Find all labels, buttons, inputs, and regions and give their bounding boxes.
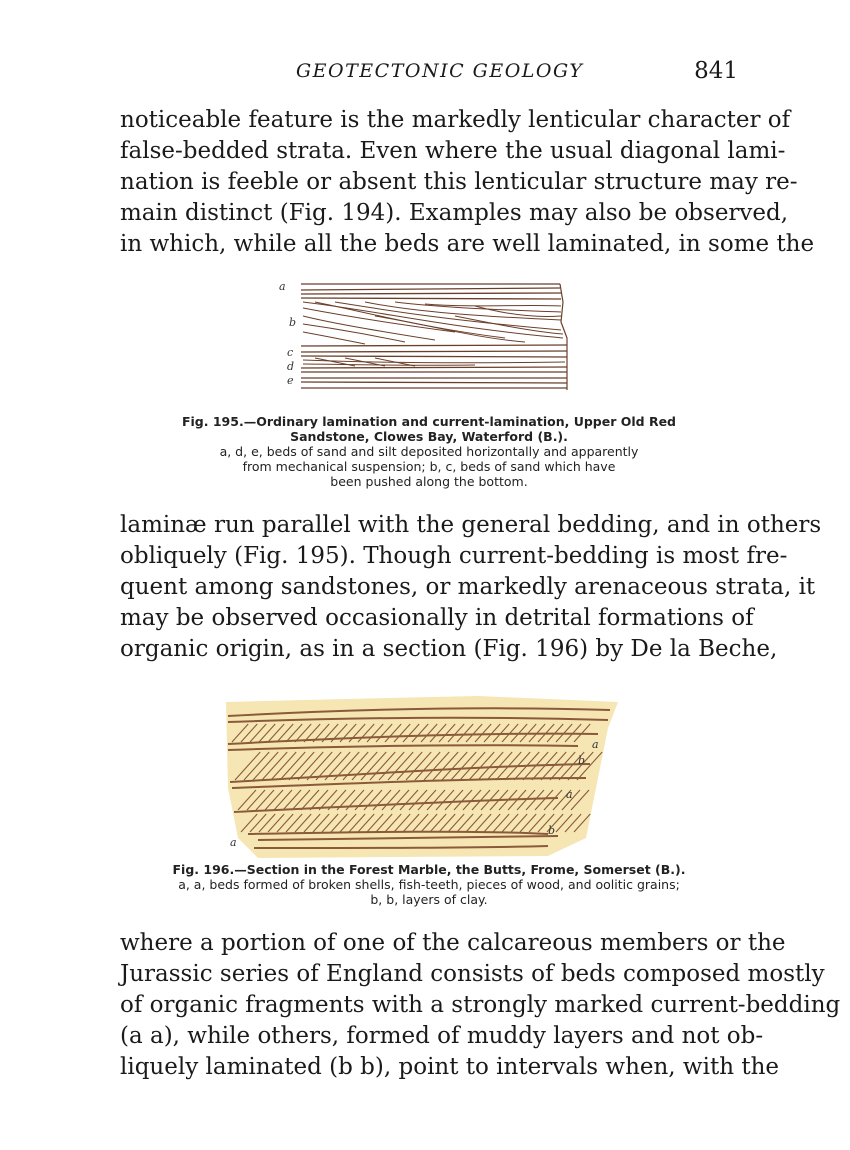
text-line: false-bedded strata. Even where the usual diagonal lami- — [120, 138, 786, 164]
figure-195-caption — [120, 414, 738, 489]
caption-line: from mechanical suspension; b, c, beds of sand which have — [242, 459, 616, 474]
text-line: laminæ run parallel with the general bedding, and in others — [120, 512, 822, 538]
caption-line: b, b, layers of clay. — [370, 892, 488, 907]
figure-195-label-a: a — [279, 280, 286, 293]
figure-196-illustration — [218, 688, 618, 860]
text-line: noticeable feature is the markedly lenticular character of — [120, 107, 791, 133]
text-line: nation is feeble or absent this lenticular structure may re- — [120, 169, 798, 195]
figure-196-label-a-lower: a — [230, 836, 237, 849]
text-line: in which, while all the beds are well laminated, in some the — [120, 231, 815, 257]
running-head — [120, 58, 740, 90]
caption-line: Sandstone, Clowes Bay, Waterford (B.). — [290, 429, 568, 444]
figure-195-label-e: e — [287, 374, 294, 387]
text-line: organic origin, as in a section (Fig. 196) by De la Beche, — [120, 636, 778, 662]
text-line: obliquely (Fig. 195). Though current-bedding is most fre- — [120, 543, 788, 569]
paragraph-3 — [120, 928, 841, 1083]
text-line: (a a), while others, formed of muddy layers and not ob- — [120, 1023, 764, 1049]
caption-line: a, a, beds formed of broken shells, fish-teeth, pieces of wood, and oolitic grains; — [178, 877, 680, 892]
figure-196-label-b-lower: b — [548, 824, 556, 837]
running-head-title: GEOTECTONIC GEOLOGY — [296, 60, 584, 82]
text-line: of organic fragments with a strongly marked current-bedding — [120, 992, 841, 1018]
figure-196 — [218, 688, 618, 860]
text-line: Jurassic series of England consists of beds composed mostly — [120, 961, 825, 987]
figure-195-label-d: d — [287, 360, 295, 373]
page-number: 841 — [694, 58, 738, 84]
text-line: quent among sandstones, or markedly arenaceous strata, it — [120, 574, 816, 600]
paragraph-1 — [120, 105, 815, 260]
figure-196-caption — [120, 862, 738, 907]
figure-195-label-b: b — [289, 316, 297, 329]
caption-line: Fig. 196.—Section in the Forest Marble, the Butts, Frome, Somerset (B.). — [172, 862, 686, 877]
figure-195-illustration — [275, 272, 575, 402]
caption-line: been pushed along the bottom. — [330, 474, 528, 489]
text-line: where a portion of one of the calcareous members or the — [120, 930, 786, 956]
figure-196-label-a-upper: a — [592, 738, 599, 751]
figure-196-label-a-middle: a — [566, 788, 573, 801]
paragraph-2 — [120, 510, 822, 665]
text-line: may be observed occasionally in detrital formations of — [120, 605, 754, 631]
caption-line: Fig. 195.—Ordinary lamination and current-lamination, Upper Old Red — [181, 414, 677, 429]
figure-195 — [275, 272, 575, 402]
figure-196-label-b-upper: b — [578, 754, 586, 767]
text-line: main distinct (Fig. 194). Examples may also be observed, — [120, 200, 789, 226]
figure-195-label-c: c — [287, 346, 294, 359]
text-line: liquely laminated (b b), point to intervals when, with the — [120, 1054, 780, 1080]
caption-line: a, d, e, beds of sand and silt deposited horizontally and apparently — [219, 444, 639, 459]
